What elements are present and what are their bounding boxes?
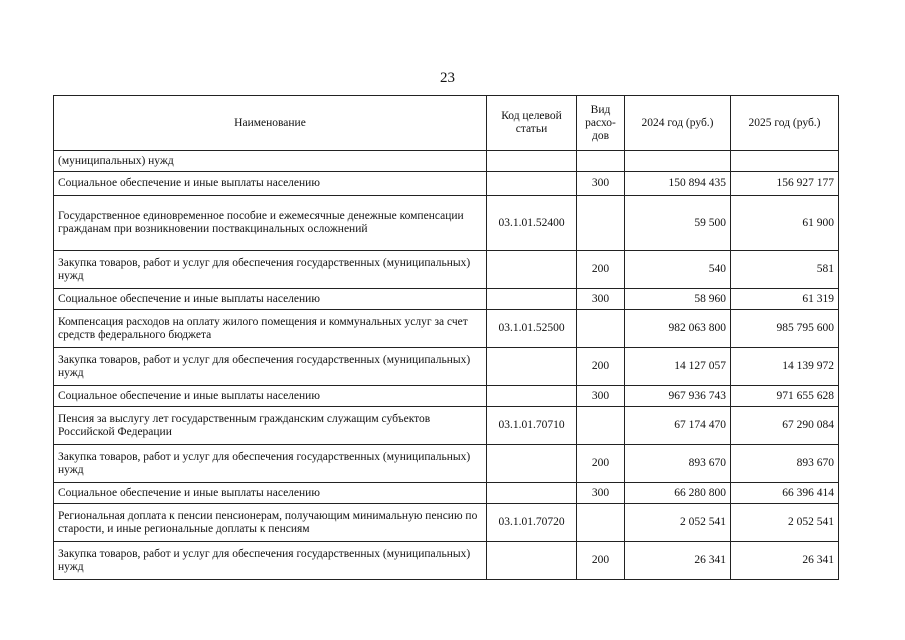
cell-target-code: 03.1.01.52400: [487, 196, 577, 251]
cell-2024: 14 127 057: [625, 348, 731, 386]
cell-2024: 67 174 470: [625, 407, 731, 445]
cell-name: Социальное обеспечение и иные выплаты населению: [54, 483, 487, 504]
cell-target-code: 03.1.01.70710: [487, 407, 577, 445]
cell-2025: 14 139 972: [731, 348, 839, 386]
table-row: [54, 386, 839, 407]
cell-expense-kind: 200: [577, 348, 625, 386]
cell-target-code: [487, 251, 577, 289]
table-row: [54, 407, 839, 445]
cell-2025: 66 396 414: [731, 483, 839, 504]
cell-expense-kind: 200: [577, 542, 625, 580]
cell-expense-kind: [577, 407, 625, 445]
cell-2024: 540: [625, 251, 731, 289]
cell-name: (муниципальных) нужд: [54, 151, 487, 172]
cell-target-code: [487, 172, 577, 196]
cell-name: Пенсия за выслугу лет государственным гражданским служащим субъектов Российской Федерации: [54, 407, 487, 445]
cell-name: Государственное единовременное пособие и ежемесячные денежные компенсации гражданам при возникновении поствакцинальных осложнений: [54, 196, 487, 251]
cell-2025: 985 795 600: [731, 310, 839, 348]
cell-target-code: [487, 151, 577, 172]
cell-2024: 26 341: [625, 542, 731, 580]
cell-target-code: [487, 289, 577, 310]
cell-2025: 2 052 541: [731, 504, 839, 542]
table-row: [54, 289, 839, 310]
cell-2025: [731, 151, 839, 172]
cell-expense-kind: 300: [577, 289, 625, 310]
cell-expense-kind: [577, 310, 625, 348]
cell-2024: 66 280 800: [625, 483, 731, 504]
cell-name: Закупка товаров, работ и услуг для обеспечения государственных (муниципальных) нужд: [54, 251, 487, 289]
cell-expense-kind: [577, 196, 625, 251]
table-row: [54, 483, 839, 504]
header-target-code: Код целевой статьи: [487, 96, 577, 151]
cell-2025: 893 670: [731, 445, 839, 483]
page-number: 23: [440, 70, 455, 86]
cell-2024: 58 960: [625, 289, 731, 310]
header-2025: 2025 год (руб.): [731, 96, 839, 151]
table-header-row: [54, 96, 839, 151]
cell-2025: 971 655 628: [731, 386, 839, 407]
cell-target-code: 03.1.01.52500: [487, 310, 577, 348]
cell-2025: 61 900: [731, 196, 839, 251]
cell-target-code: [487, 386, 577, 407]
table-row: [54, 445, 839, 483]
cell-target-code: 03.1.01.70720: [487, 504, 577, 542]
header-name: Наименование: [54, 96, 487, 151]
cell-2025: 26 341: [731, 542, 839, 580]
cell-name: Региональная доплата к пенсии пенсионерам, получающим минимальную пенсию по старости, и иные региональные доплаты к пенсиям: [54, 504, 487, 542]
cell-2024: 893 670: [625, 445, 731, 483]
table-row: [54, 196, 839, 251]
cell-expense-kind: [577, 151, 625, 172]
cell-name: Закупка товаров, работ и услуг для обеспечения государственных (муниципальных) нужд: [54, 542, 487, 580]
cell-name: Социальное обеспечение и иные выплаты населению: [54, 386, 487, 407]
cell-expense-kind: 200: [577, 251, 625, 289]
table-row: [54, 504, 839, 542]
cell-2025: 581: [731, 251, 839, 289]
cell-2024: 59 500: [625, 196, 731, 251]
cell-target-code: [487, 348, 577, 386]
cell-target-code: [487, 542, 577, 580]
table-row: [54, 310, 839, 348]
cell-name: Закупка товаров, работ и услуг для обеспечения государственных (муниципальных) нужд: [54, 445, 487, 483]
cell-name: Закупка товаров, работ и услуг для обеспечения государственных (муниципальных) нужд: [54, 348, 487, 386]
header-2024: 2024 год (руб.): [625, 96, 731, 151]
cell-2024: 982 063 800: [625, 310, 731, 348]
cell-2024: 967 936 743: [625, 386, 731, 407]
table-row: [54, 172, 839, 196]
cell-name: Социальное обеспечение и иные выплаты населению: [54, 172, 487, 196]
cell-expense-kind: 300: [577, 172, 625, 196]
cell-expense-kind: 200: [577, 445, 625, 483]
cell-name: Компенсация расходов на оплату жилого помещения и коммунальных услуг за счет средств федерального бюджета: [54, 310, 487, 348]
table-row: [54, 251, 839, 289]
table-row: [54, 151, 839, 172]
header-expense-kind: Вид расхо-дов: [577, 96, 625, 151]
table-row: [54, 542, 839, 580]
cell-2025: 156 927 177: [731, 172, 839, 196]
cell-2024: 2 052 541: [625, 504, 731, 542]
table-row: [54, 348, 839, 386]
cell-2024: [625, 151, 731, 172]
cell-expense-kind: [577, 504, 625, 542]
cell-2025: 67 290 084: [731, 407, 839, 445]
cell-2025: 61 319: [731, 289, 839, 310]
cell-2024: 150 894 435: [625, 172, 731, 196]
cell-expense-kind: 300: [577, 483, 625, 504]
budget-table: [53, 95, 839, 580]
cell-name: Социальное обеспечение и иные выплаты населению: [54, 289, 487, 310]
cell-target-code: [487, 445, 577, 483]
cell-expense-kind: 300: [577, 386, 625, 407]
cell-target-code: [487, 483, 577, 504]
